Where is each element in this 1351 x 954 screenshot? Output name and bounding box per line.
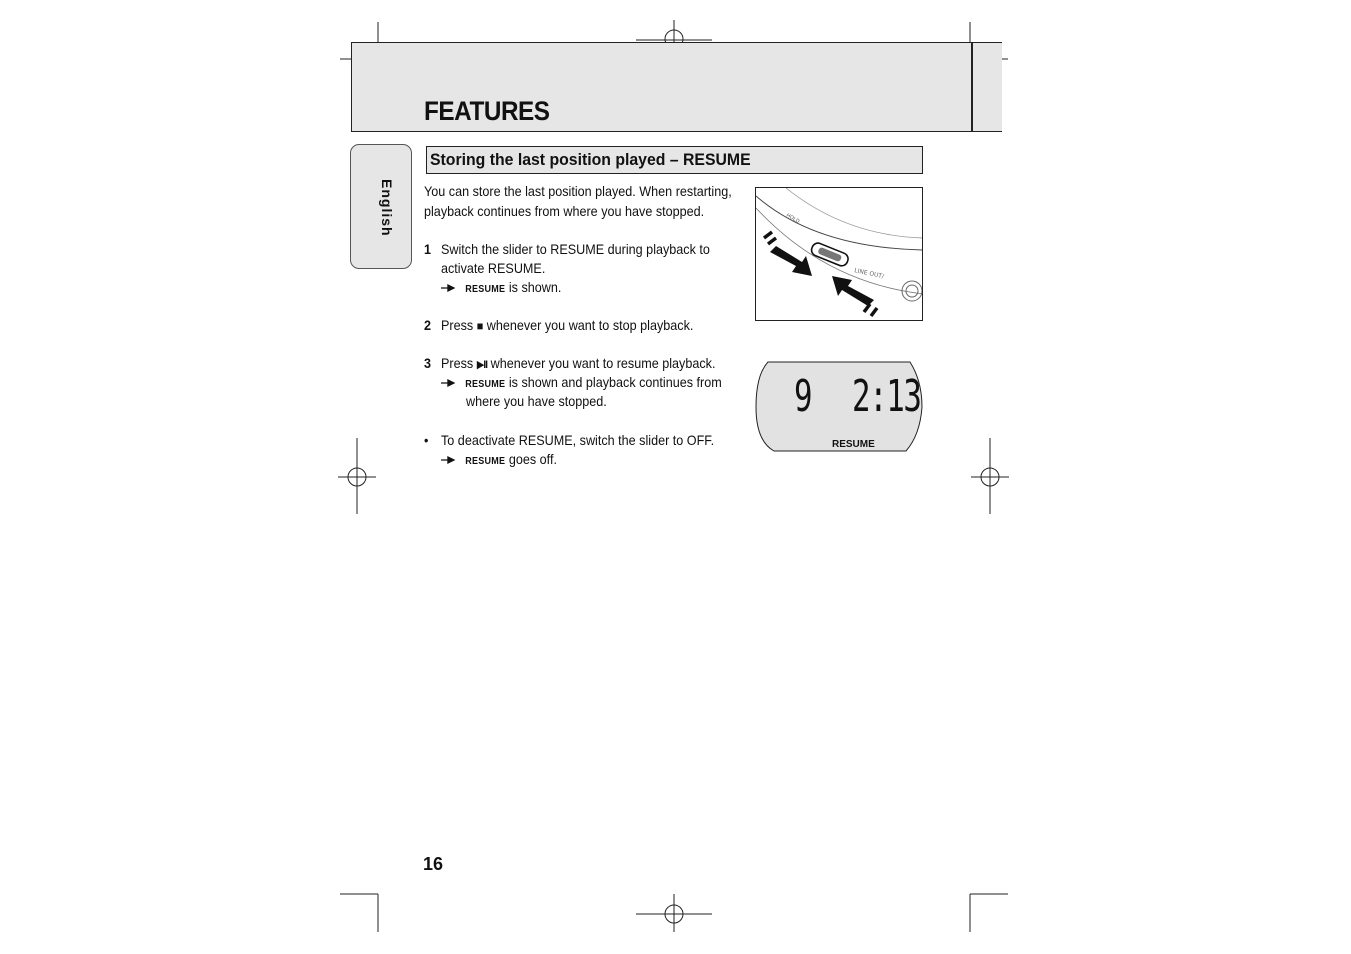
step-3-result-line-2: where you have stopped. (466, 393, 607, 409)
line-out-label: LINE OUT/ (853, 267, 885, 281)
stop-icon: ■ (476, 319, 484, 333)
step-1-result-label: RESUME (465, 284, 506, 295)
display-track: 9 (794, 371, 813, 422)
slider-illustration (755, 187, 923, 321)
language-tab-label: English (379, 179, 395, 237)
header-band-edge (971, 42, 1002, 132)
display-time: 2:13 (852, 371, 921, 422)
step-1-line-2: activate RESUME. (441, 260, 546, 276)
bullet-symbol: • (424, 432, 429, 448)
intro-line-2: playback continues from where you have stopped. (424, 203, 705, 219)
section-heading-box (426, 146, 923, 174)
result-arrow-icon (441, 372, 457, 392)
step-3-number: 3 (424, 355, 432, 371)
step-3-text-after: whenever you want to resume playback. (490, 355, 716, 371)
result-arrow-icon (441, 277, 457, 297)
bullet-result-text: goes off. (508, 451, 557, 467)
step-1-result (441, 277, 561, 300)
result-arrow-icon (441, 449, 457, 469)
page-number: 16 (423, 854, 444, 874)
step-1-result-text: is shown. (508, 279, 562, 295)
step-3-text-before: Press (441, 355, 474, 371)
page-title: FEATURES (424, 96, 550, 126)
slider-switch-icon (756, 188, 923, 321)
bullet-result-label: RESUME (465, 456, 506, 467)
hold-label: HOLD (785, 212, 801, 225)
step-2-text-after: whenever you want to stop playback. (486, 317, 694, 333)
bullet-text: To deactivate RESUME, switch the slider to OFF. (441, 432, 715, 448)
display-illustration (754, 361, 924, 453)
language-tab (350, 144, 412, 269)
step-3-result-line-1: is shown and playback continues from (508, 374, 722, 390)
step-2-text-before: Press (441, 317, 474, 333)
step-2-text (441, 315, 693, 336)
section-title: Storing the last position played – RESUME (430, 150, 751, 169)
play-pause-icon: ▶II (476, 359, 488, 371)
step-1-line-1: Switch the slider to RESUME during playback to (441, 241, 710, 257)
bullet-result (441, 449, 557, 472)
step-3-result-label: RESUME (465, 379, 506, 390)
display-resume-indicator: RESUME (832, 439, 875, 450)
step-1-number: 1 (424, 241, 432, 257)
intro-line-1: You can store the last position played. When restarting, (424, 183, 732, 199)
step-2-number: 2 (424, 317, 432, 333)
